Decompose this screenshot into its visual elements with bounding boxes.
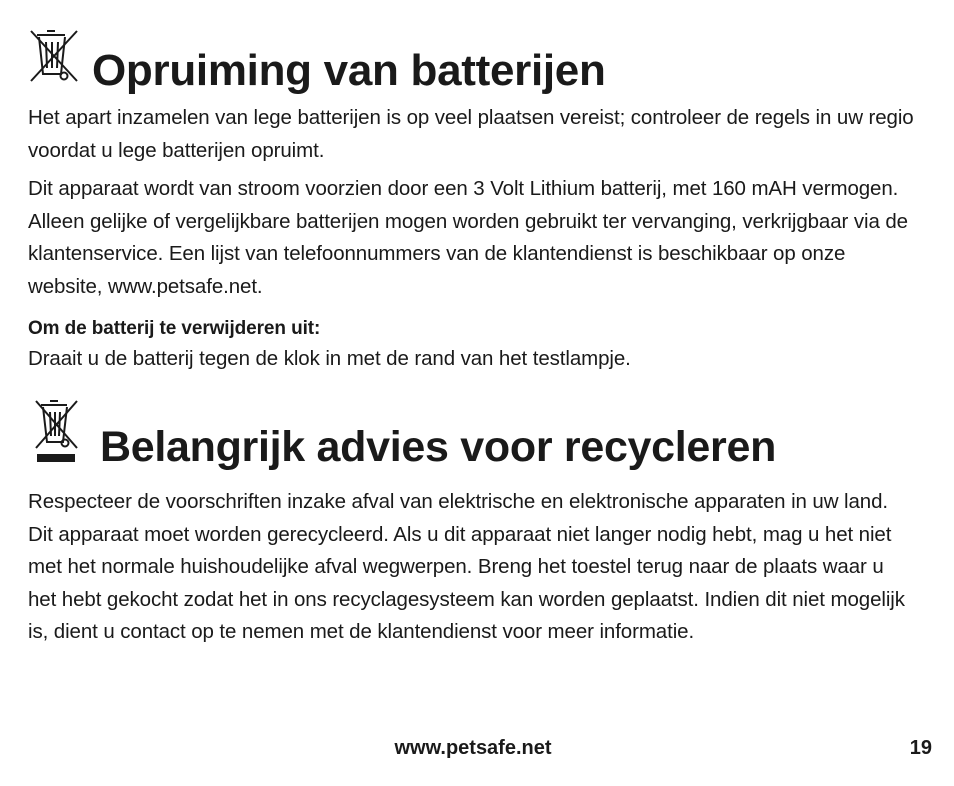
section-title: Belangrijk advies voor recycleren bbox=[100, 423, 777, 471]
page-number: 19 bbox=[909, 737, 932, 759]
section-title: Opruiming van batterijen bbox=[92, 46, 606, 95]
footer-website: www.petsafe.net bbox=[394, 737, 552, 759]
removal-subheading: Om de batterij te verwijderen uit: bbox=[28, 318, 321, 339]
intro-paragraph: Het apart inzamelen van lege batterijen is op veel plaatsen vereist; controleer de regels in uw regio voordat u lege batterijen opruimt. bbox=[28, 106, 914, 162]
crossed-out-wheelie-bin-icon bbox=[28, 28, 80, 84]
battery-spec-paragraph: Dit apparaat wordt van stroom voorzien door een 3 Volt Lithium batterij, met 160 mAH vermogen. Alleen gelijke of vergelijkbare batterijen mogen worden gebruikt ter vervanging, verkrijgbaar via de klantenservice. Een lijst van telefoonnummers van de klantendienst is beschikbaar op onze website, www.petsafe.net. bbox=[28, 177, 908, 298]
removal-instruction: Draait u de batterij tegen de klok in met de rand van het testlampje. bbox=[28, 347, 631, 370]
crossed-out-wheelie-bin-with-bar-icon bbox=[33, 398, 81, 466]
recycling-paragraph: Respecteer de voorschriften inzake afval van elektrische en elektronische apparaten in uw land. Dit apparaat moet worden gerecycleerd. Als u dit apparaat niet langer nodig hebt, mag u het niet met het normale huishoudelijke afval wegwerpen. Breng het toestel terug naar de plaats waar u het hebt gekocht zodat het in ons recyclagesysteem kan worden geplaatst. Indien dit niet mogelijk is, dient u contact op te nemen met de klantendienst voor meer informatie. bbox=[28, 490, 905, 643]
